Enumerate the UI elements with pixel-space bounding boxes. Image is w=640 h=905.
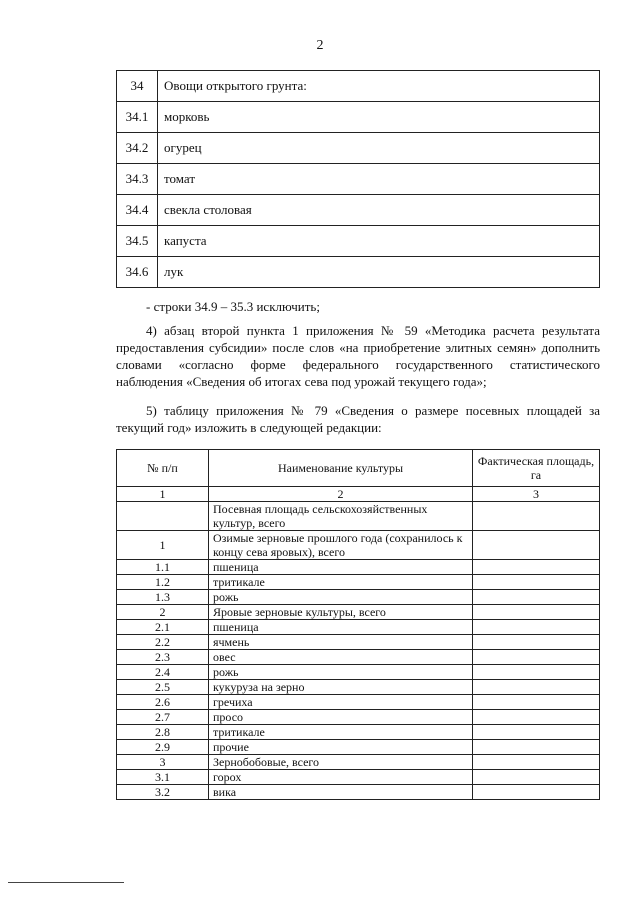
row-number: 2 xyxy=(117,605,209,620)
row-number: 34.3 xyxy=(117,164,158,195)
table-row xyxy=(117,575,600,590)
row-number: 34.1 xyxy=(117,102,158,133)
table-row xyxy=(117,665,600,680)
row-number: 2.8 xyxy=(117,725,209,740)
table-row xyxy=(117,650,600,665)
row-number: 3 xyxy=(117,755,209,770)
column-number: 3 xyxy=(473,487,600,502)
crop-name: тритикале xyxy=(209,575,473,590)
row-number: 34.4 xyxy=(117,195,158,226)
row-number: 2.3 xyxy=(117,650,209,665)
column-number: 1 xyxy=(117,487,209,502)
actual-area-cell xyxy=(473,620,600,635)
header-actual-area: Фактическая площадь, га xyxy=(473,450,600,487)
actual-area-cell xyxy=(473,531,600,560)
paragraph-exclude-rows: - строки 34.9 – 35.3 исключить; xyxy=(146,299,320,314)
actual-area-cell xyxy=(473,605,600,620)
table-row xyxy=(117,635,600,650)
row-number: 2.2 xyxy=(117,635,209,650)
crop-name: вика xyxy=(209,785,473,800)
actual-area-cell xyxy=(473,665,600,680)
actual-area-cell xyxy=(473,590,600,605)
table-row xyxy=(117,226,600,257)
actual-area-cell xyxy=(473,770,600,785)
actual-area-cell xyxy=(473,755,600,770)
crop-name: кукуруза на зерно xyxy=(209,680,473,695)
row-number: 2.6 xyxy=(117,695,209,710)
column-numbers-row xyxy=(117,487,600,502)
crop-name: просо xyxy=(209,710,473,725)
crop-name: ячмень xyxy=(209,635,473,650)
table-row xyxy=(117,710,600,725)
row-number: 3.1 xyxy=(117,770,209,785)
row-number: 2.5 xyxy=(117,680,209,695)
crop-name: тритикале xyxy=(209,725,473,740)
actual-area-cell xyxy=(473,575,600,590)
crop-name: Зернобобовые, всего xyxy=(209,755,473,770)
crop-name: огурец xyxy=(158,133,600,164)
row-number: 2.7 xyxy=(117,710,209,725)
crop-name: пшеница xyxy=(209,620,473,635)
actual-area-cell xyxy=(473,560,600,575)
table-row xyxy=(117,133,600,164)
crop-name: горох xyxy=(209,770,473,785)
actual-area-cell xyxy=(473,785,600,800)
crop-name: капуста xyxy=(158,226,600,257)
crop-name: прочие xyxy=(209,740,473,755)
row-number: 1.1 xyxy=(117,560,209,575)
row-number: 1.3 xyxy=(117,590,209,605)
row-number: 34.6 xyxy=(117,257,158,288)
actual-area-cell xyxy=(473,635,600,650)
crop-name: свекла столовая xyxy=(158,195,600,226)
crop-name: гречиха xyxy=(209,695,473,710)
row-number: 2.9 xyxy=(117,740,209,755)
table-row xyxy=(117,195,600,226)
table-row xyxy=(117,605,600,620)
table-row xyxy=(117,695,600,710)
actual-area-cell xyxy=(473,740,600,755)
paragraph-item-5: 5) таблицу приложения № 79 «Сведения о размере посевных площадей за текущий год» изложить в следующей редакции: xyxy=(116,403,600,435)
table-row xyxy=(117,740,600,755)
paragraph-item-4: 4) абзац второй пункта 1 приложения № 59 «Методика расчета результата предоставления субсидии» после слов «на приобретение элитных семян» дополнить словами «согласно форме федерального государственного статистического наблюдения «Сведения об итогах сева под урожай текущего года»; xyxy=(116,323,600,389)
crop-name: рожь xyxy=(209,665,473,680)
crop-name: морковь xyxy=(158,102,600,133)
row-number: 3.2 xyxy=(117,785,209,800)
table-row xyxy=(117,560,600,575)
table-row xyxy=(117,590,600,605)
actual-area-cell xyxy=(473,680,600,695)
table-row xyxy=(117,785,600,800)
actual-area-cell xyxy=(473,502,600,531)
actual-area-cell xyxy=(473,710,600,725)
table-row xyxy=(117,102,600,133)
table-row xyxy=(117,71,600,102)
actual-area-cell xyxy=(473,695,600,710)
row-number: 34.2 xyxy=(117,133,158,164)
footnote-rule xyxy=(8,882,124,883)
table-row xyxy=(117,257,600,288)
column-number: 2 xyxy=(209,487,473,502)
actual-area-cell xyxy=(473,725,600,740)
crop-name: овес xyxy=(209,650,473,665)
row-number xyxy=(117,502,209,531)
crop-name: лук xyxy=(158,257,600,288)
crop-name: Озимые зерновые прошлого года (сохранилось к концу сева яровых), всего xyxy=(209,531,473,560)
crop-name: томат xyxy=(158,164,600,195)
table-row xyxy=(117,680,600,695)
row-number: 1.2 xyxy=(117,575,209,590)
table-row xyxy=(117,620,600,635)
crop-name: Яровые зерновые культуры, всего xyxy=(209,605,473,620)
crop-name: Посевная площадь сельскохозяйственных культур, всего xyxy=(209,502,473,531)
row-number: 2.4 xyxy=(117,665,209,680)
table-row xyxy=(117,725,600,740)
table-row xyxy=(117,770,600,785)
actual-area-cell xyxy=(473,650,600,665)
table-header-row xyxy=(117,450,600,487)
row-number: 34.5 xyxy=(117,226,158,257)
crop-name: пшеница xyxy=(209,560,473,575)
sown-area-table xyxy=(116,449,600,800)
crop-name: рожь xyxy=(209,590,473,605)
table-row xyxy=(117,755,600,770)
row-number: 34 xyxy=(117,71,158,102)
row-number: 1 xyxy=(117,531,209,560)
header-crop-name: Наименование культуры xyxy=(209,450,473,487)
page-number: 2 xyxy=(316,38,324,53)
table-row xyxy=(117,531,600,560)
vegetables-table xyxy=(116,70,600,288)
crop-name: Овощи открытого грунта: xyxy=(158,71,600,102)
row-number: 2.1 xyxy=(117,620,209,635)
table-row xyxy=(117,164,600,195)
table-row xyxy=(117,502,600,531)
header-num: № п/п xyxy=(117,450,209,487)
